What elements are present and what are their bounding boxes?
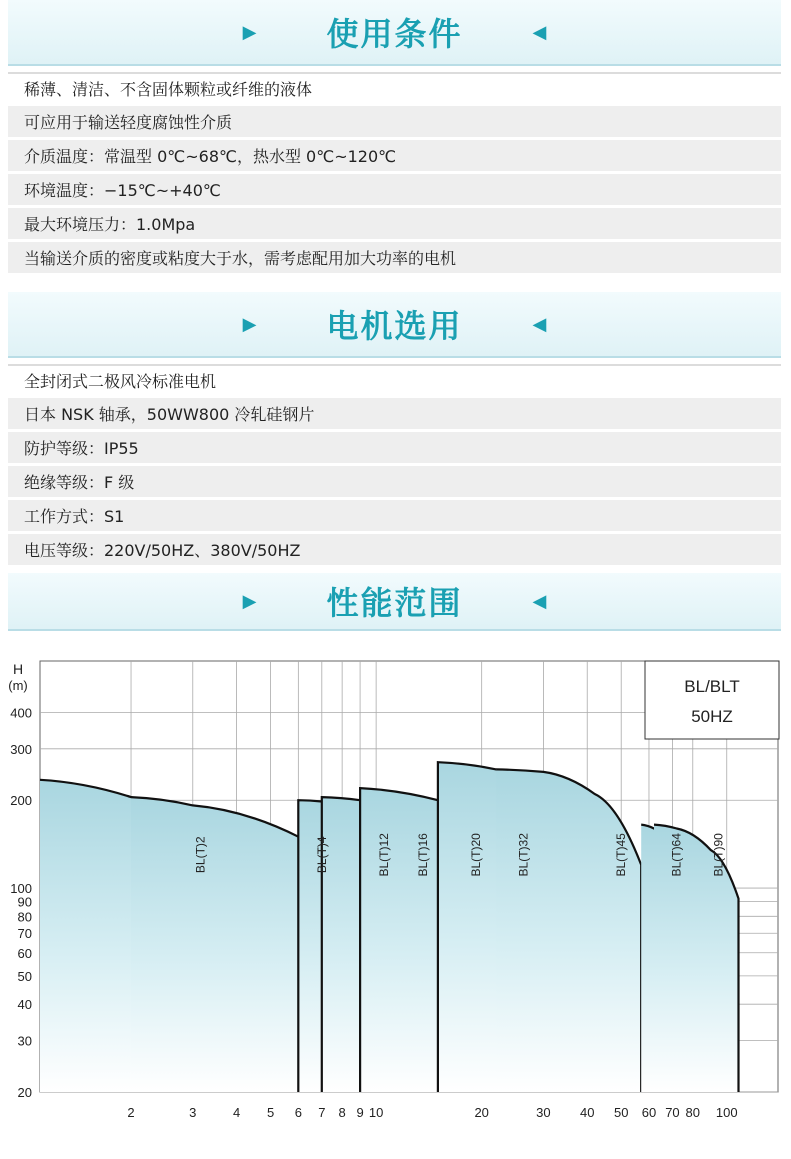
series-label: BL(T)32: [516, 833, 531, 877]
x-tick-label: 8: [338, 1105, 346, 1120]
section-header-conditions: [8, 0, 781, 66]
performance-chart: [0, 640, 791, 1155]
x-tick-label: 7: [318, 1105, 326, 1120]
y-tick-label: 90: [17, 894, 32, 910]
legend-box: [645, 661, 779, 739]
y-axis-unit: (m): [8, 678, 28, 693]
x-tick-label: 70: [665, 1105, 680, 1120]
section-title: 电机选用: [326, 307, 463, 345]
x-tick-label: 3: [189, 1105, 197, 1120]
triangle-right-icon: ▶: [242, 313, 257, 335]
series-label: BL(T)4: [315, 836, 330, 874]
conditions-list: [8, 72, 781, 276]
list-item: 稀薄、清洁、不含固体颗粒或纤维的液体: [8, 72, 781, 103]
performance-chart-svg: [0, 640, 791, 1155]
x-tick-label: 5: [266, 1105, 275, 1120]
y-tick-label: 50: [17, 968, 32, 984]
list-item: 防护等级：IP55: [8, 432, 781, 463]
list-item: 介质温度：常温型 0℃~68℃，热水型 0℃~120℃: [8, 140, 781, 171]
x-tick-label: 100: [715, 1105, 738, 1120]
list-item: 环境温度：−15℃~+40℃: [8, 174, 781, 205]
legend-line-1: BL/BLT: [684, 677, 740, 696]
y-tick-label: 20: [17, 1085, 32, 1100]
x-tick-label: 6: [294, 1105, 302, 1120]
triangle-right-icon: ▶: [242, 21, 257, 43]
x-tick-label: 10: [368, 1105, 384, 1120]
series-label: BL(T)64: [669, 833, 684, 877]
y-tick-label: 80: [17, 909, 32, 925]
series-label: BL(T)12: [376, 833, 391, 877]
list-item: 日本 NSK 轴承，50WW800 冷轧硅钢片: [8, 398, 781, 429]
series-label: BL(T)90: [711, 833, 726, 877]
list-item: 工作方式：S1: [8, 500, 781, 531]
y-tick-label: 60: [17, 945, 32, 961]
y-tick-label: 400: [10, 705, 32, 721]
x-tick-label: 9: [356, 1105, 364, 1120]
series-area: [654, 825, 739, 1092]
legend-line-2: 50HZ: [691, 707, 733, 726]
y-tick-label: 40: [17, 997, 32, 1013]
triangle-left-icon: ◀: [532, 590, 547, 612]
x-tick-label: 2: [127, 1105, 135, 1120]
y-tick-label: 200: [10, 793, 32, 809]
series-label: BL(T)2: [193, 836, 208, 874]
section-title: 使用条件: [326, 15, 463, 53]
motor-list: [8, 364, 781, 568]
list-item: 全封闭式二极风冷标准电机: [8, 364, 781, 395]
x-tick-label: 4: [232, 1105, 241, 1120]
x-tick-label: 20: [474, 1105, 489, 1120]
list-item: 绝缘等级：F 级: [8, 466, 781, 497]
list-item: 可应用于输送轻度腐蚀性介质: [8, 106, 781, 137]
x-tick-label: 40: [579, 1105, 595, 1120]
x-tick-label: 80: [685, 1105, 701, 1120]
triangle-left-icon: ◀: [532, 21, 547, 43]
series-label: BL(T)45: [614, 833, 629, 877]
x-tick-label: 50: [613, 1105, 629, 1120]
list-item: 最大环境压力：1.0Mpa: [8, 208, 781, 239]
section-title: 性能范围: [326, 584, 463, 622]
series-label: BL(T)20: [469, 833, 484, 877]
section-header-performance: [8, 573, 781, 631]
triangle-left-icon: ◀: [532, 313, 547, 335]
y-tick-label: 70: [17, 926, 32, 942]
triangle-right-icon: ▶: [242, 590, 257, 612]
list-item: 当输送介质的密度或粘度大于水，需考虑配用加大功率的电机: [8, 242, 781, 273]
y-axis-label: H: [12, 661, 24, 677]
x-tick-label: 60: [641, 1105, 657, 1120]
list-item: 电压等级：220V/50HZ、380V/50HZ: [8, 534, 781, 565]
y-tick-label: 30: [17, 1033, 32, 1049]
y-tick-label: 100: [10, 881, 32, 897]
series-label: BL(T)16: [415, 833, 430, 877]
x-tick-label: 30: [536, 1105, 551, 1120]
y-tick-label: 300: [10, 741, 32, 757]
section-header-motor: [8, 292, 781, 358]
